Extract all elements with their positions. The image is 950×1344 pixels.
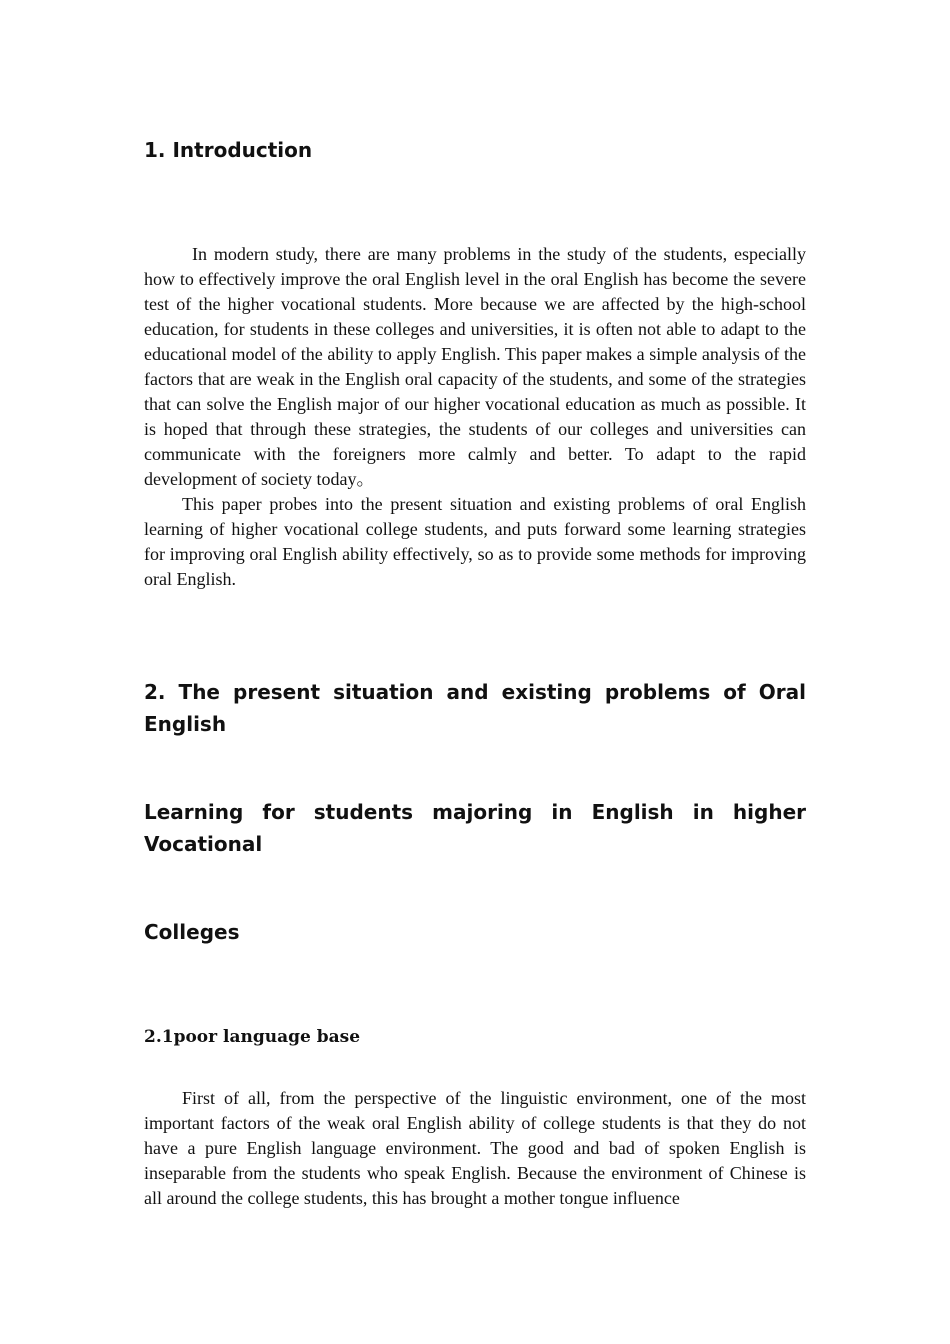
paragraph: In modern study, there are many problems in the study of the students, especially how to effectively improve the oral English level in the oral English has become the severe test of the higher vocational students. More because we are affected by the high-school education, for students in these colleges and universities, it is often not able to adapt to the educational model of the ability to apply English. This paper makes a simple analysis of the factors that are weak in the English oral capacity of the students, and some of the strategies that can solve the English major of our higher vocational education as much as possible. It is hoped that through these strategies, the students of our colleges and universities can communicate with the foreigners more calmly and better. To adapt to the rapid development of society today。 — [144, 244, 806, 489]
paragraph: First of all, from the perspective of the linguistic environment, one of the most important factors of the weak oral English ability of college students is that they do not have a pure English language environment. The good and bad of spoken English is inseparable from the students who speak English. Because the environment of Chinese is all around the college students, this has brought a mother tongue influence — [144, 1088, 806, 1208]
section-heading-line: Learning for students majoring in English in higher Vocational — [144, 800, 806, 856]
introduction-body — [144, 242, 806, 592]
paragraph: This paper probes into the present situation and existing problems of oral English learning of higher vocational college students, and puts forward some learning strategies for improving oral English ability effectively, so as to provide some methods for improving oral English. — [144, 494, 806, 589]
section-heading-introduction: 1. Introduction — [144, 138, 313, 162]
section-heading-situation — [144, 676, 806, 1036]
subsection-heading: 2.1poor language base — [144, 1027, 361, 1047]
section-heading-line: 2. The present situation and existing problems of Oral English — [144, 680, 806, 736]
section-heading-line: Colleges — [144, 920, 240, 944]
subsection-body — [144, 1086, 806, 1211]
